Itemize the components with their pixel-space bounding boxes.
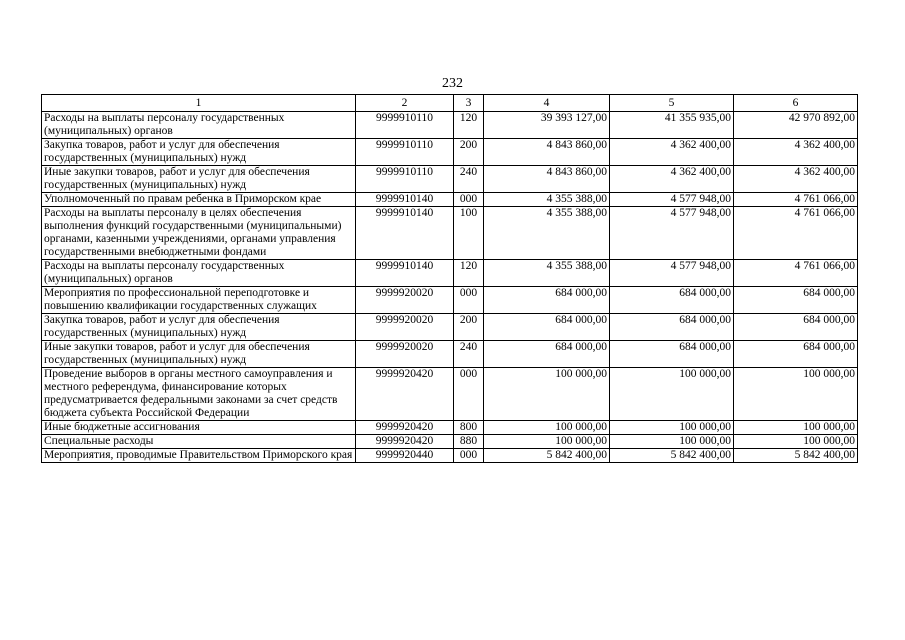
row-amount-col4: 100 000,00 (484, 435, 610, 449)
row-name: Уполномоченный по правам ребенка в Приморском крае (42, 193, 356, 207)
row-amount-col6: 684 000,00 (734, 287, 858, 314)
row-amount-col4: 100 000,00 (484, 421, 610, 435)
row-name: Закупка товаров, работ и услуг для обеспечения государственных (муниципальных) нужд (42, 314, 356, 341)
row-name: Мероприятия, проводимые Правительством Приморского края (42, 449, 356, 463)
row-amount-col6: 5 842 400,00 (734, 449, 858, 463)
row-code: 9999910140 (356, 260, 454, 287)
row-code: 9999920020 (356, 287, 454, 314)
row-amount-col5: 4 577 948,00 (610, 260, 734, 287)
row-name: Расходы на выплаты персоналу государственных (муниципальных) органов (42, 260, 356, 287)
column-header: 1 (42, 95, 356, 112)
row-amount-col5: 100 000,00 (610, 421, 734, 435)
row-amount-col4: 39 393 127,00 (484, 112, 610, 139)
row-expense-type: 800 (454, 421, 484, 435)
row-amount-col4: 100 000,00 (484, 368, 610, 421)
row-amount-col5: 684 000,00 (610, 341, 734, 368)
row-expense-type: 000 (454, 287, 484, 314)
row-amount-col4: 4 843 860,00 (484, 139, 610, 166)
row-name: Иные закупки товаров, работ и услуг для обеспечения государственных (муниципальных) нужд (42, 341, 356, 368)
row-expense-type: 000 (454, 368, 484, 421)
row-amount-col4: 4 355 388,00 (484, 193, 610, 207)
column-header: 2 (356, 95, 454, 112)
row-amount-col4: 4 355 388,00 (484, 260, 610, 287)
row-expense-type: 880 (454, 435, 484, 449)
row-code: 9999910110 (356, 166, 454, 193)
row-amount-col5: 5 842 400,00 (610, 449, 734, 463)
row-amount-col6: 100 000,00 (734, 421, 858, 435)
table-row (42, 421, 858, 435)
table-row (42, 368, 858, 421)
row-amount-col6: 684 000,00 (734, 314, 858, 341)
table-row (42, 314, 858, 341)
row-expense-type: 120 (454, 112, 484, 139)
table-row (42, 139, 858, 166)
row-expense-type: 240 (454, 166, 484, 193)
row-expense-type: 240 (454, 341, 484, 368)
column-header: 4 (484, 95, 610, 112)
row-amount-col4: 684 000,00 (484, 314, 610, 341)
table-row (42, 260, 858, 287)
budget-table (41, 94, 858, 463)
table-row (42, 287, 858, 314)
table-row (42, 449, 858, 463)
row-expense-type: 200 (454, 314, 484, 341)
row-name: Проведение выборов в органы местного самоуправления и местного референдума, финансирование которых предусматривается федеральными законами за счет средств бюджета субъекта Российской Федерации (42, 368, 356, 421)
column-header: 5 (610, 95, 734, 112)
row-amount-col5: 4 362 400,00 (610, 139, 734, 166)
row-amount-col5: 4 362 400,00 (610, 166, 734, 193)
row-code: 9999920420 (356, 421, 454, 435)
row-amount-col6: 100 000,00 (734, 368, 858, 421)
table-row (42, 193, 858, 207)
row-amount-col5: 684 000,00 (610, 314, 734, 341)
row-amount-col5: 100 000,00 (610, 435, 734, 449)
row-name: Иные бюджетные ассигнования (42, 421, 356, 435)
row-amount-col4: 4 355 388,00 (484, 207, 610, 260)
row-amount-col5: 4 577 948,00 (610, 207, 734, 260)
row-amount-col6: 4 362 400,00 (734, 166, 858, 193)
table-row (42, 435, 858, 449)
table-row (42, 112, 858, 139)
table-row (42, 166, 858, 193)
row-code: 9999920020 (356, 341, 454, 368)
table-row (42, 207, 858, 260)
row-amount-col6: 4 761 066,00 (734, 193, 858, 207)
row-name: Закупка товаров, работ и услуг для обеспечения государственных (муниципальных) нужд (42, 139, 356, 166)
row-amount-col6: 42 970 892,00 (734, 112, 858, 139)
row-amount-col5: 41 355 935,00 (610, 112, 734, 139)
row-amount-col5: 4 577 948,00 (610, 193, 734, 207)
row-code: 9999920020 (356, 314, 454, 341)
row-expense-type: 000 (454, 449, 484, 463)
row-amount-col6: 4 761 066,00 (734, 207, 858, 260)
column-header: 6 (734, 95, 858, 112)
row-expense-type: 100 (454, 207, 484, 260)
column-header: 3 (454, 95, 484, 112)
table-row (42, 341, 858, 368)
table-header-row (42, 95, 858, 112)
row-name: Расходы на выплаты персоналу государственных (муниципальных) органов (42, 112, 356, 139)
row-amount-col4: 684 000,00 (484, 287, 610, 314)
row-amount-col6: 684 000,00 (734, 341, 858, 368)
row-code: 9999910140 (356, 193, 454, 207)
row-code: 9999920440 (356, 449, 454, 463)
row-expense-type: 200 (454, 139, 484, 166)
row-code: 9999910110 (356, 139, 454, 166)
row-amount-col4: 4 843 860,00 (484, 166, 610, 193)
row-amount-col6: 4 362 400,00 (734, 139, 858, 166)
row-name: Мероприятия по профессиональной переподготовке и повышению квалификации государственных служащих (42, 287, 356, 314)
row-amount-col4: 5 842 400,00 (484, 449, 610, 463)
row-code: 9999910140 (356, 207, 454, 260)
row-name: Расходы на выплаты персоналу в целях обеспечения выполнения функций государственными (муниципальными) органами, казенными учреждениями, органами управления государственными внебюджетными фондами (42, 207, 356, 260)
row-code: 9999920420 (356, 435, 454, 449)
row-amount-col5: 100 000,00 (610, 368, 734, 421)
row-expense-type: 000 (454, 193, 484, 207)
row-amount-col6: 4 761 066,00 (734, 260, 858, 287)
row-name: Иные закупки товаров, работ и услуг для обеспечения государственных (муниципальных) нужд (42, 166, 356, 193)
page-number: 232 (442, 76, 463, 91)
row-code: 9999910110 (356, 112, 454, 139)
row-amount-col6: 100 000,00 (734, 435, 858, 449)
row-amount-col5: 684 000,00 (610, 287, 734, 314)
row-expense-type: 120 (454, 260, 484, 287)
row-amount-col4: 684 000,00 (484, 341, 610, 368)
row-name: Специальные расходы (42, 435, 356, 449)
row-code: 9999920420 (356, 368, 454, 421)
